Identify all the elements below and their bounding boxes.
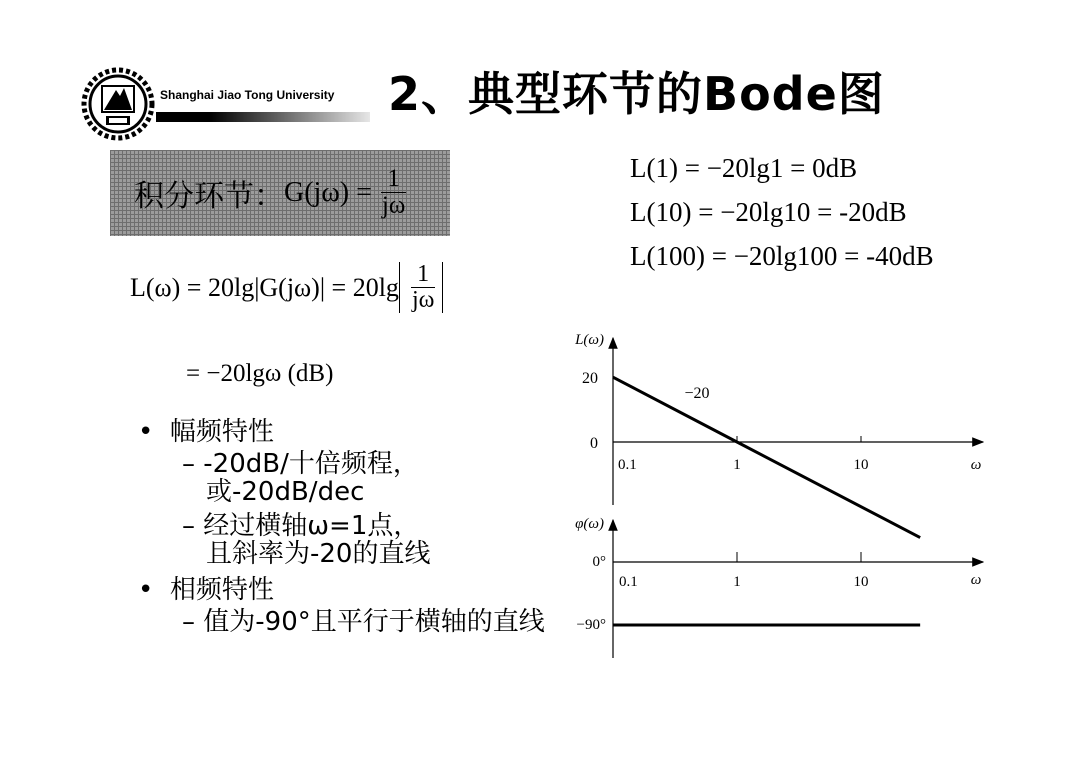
mag-series-line <box>613 377 920 537</box>
phase-x-tick-label: 1 <box>733 574 741 590</box>
formula-line2: = −20lgω (dB) <box>186 360 334 387</box>
fraction-numerator: 1 <box>381 166 406 193</box>
formula-denominator: jω <box>411 287 435 314</box>
phase-x-label: ω <box>970 572 982 588</box>
magnitude-chart <box>574 332 983 538</box>
phase-y-label: φ(ω) <box>575 516 604 532</box>
bullet-phase: • 相频特性 <box>138 575 274 605</box>
mag-slope-annotation: −20 <box>684 385 710 402</box>
bullet-phase-text: 相频特性 <box>169 575 274 605</box>
sub-bullet: – 值为-90°且平行于横轴的直线 <box>182 607 545 637</box>
transfer-function-lhs: G(jω) = <box>284 176 372 208</box>
result-l10: L(10) = −20lg10 = -20dB <box>630 197 907 227</box>
formula-numerator: 1 <box>411 262 435 288</box>
sub-bullet-cont: 或-20dB/dec <box>206 477 365 507</box>
sub-bullet: – -20dB/十倍频程， <box>182 449 419 479</box>
formula-lhs: L(ω) = 20lg|G(jω)| = 20lg <box>130 272 399 302</box>
bullet-magnitude-text: 幅频特性 <box>169 417 274 447</box>
mag-x-tick-label: 1 <box>733 457 741 473</box>
mag-x-tick-label: 0.1 <box>618 457 637 473</box>
mag-y-label: L(ω) <box>575 332 604 348</box>
mag-y-tick-label: 0 <box>590 435 598 452</box>
result-l100: L(100) = −20lg100 = -40dB <box>630 241 934 271</box>
element-label: 积分环节： <box>134 178 284 214</box>
bullet-magnitude: • 幅频特性 <box>138 417 274 447</box>
university-name: Shanghai Jiao Tong University <box>160 88 335 102</box>
sub-bullet: – 经过横轴ω=1点， <box>182 511 420 541</box>
phase-chart <box>575 516 983 658</box>
slide-title: 2、典型环节的Bode图 <box>388 67 885 121</box>
mag-y-tick-label: 20 <box>582 370 598 388</box>
result-l1: L(1) = −20lg1 = 0dB <box>630 153 858 183</box>
fraction-denominator: jω <box>381 192 406 220</box>
phase-x-tick-label: 10 <box>853 574 869 590</box>
mag-x-label: ω <box>970 457 982 473</box>
mag-x-tick-label: 10 <box>853 457 869 473</box>
phase-y-tick-label: 0° <box>592 554 606 570</box>
phase-y-tick-label: −90° <box>576 617 606 633</box>
sub-bullet-cont: 且斜率为-20的直线 <box>206 539 431 569</box>
phase-x-tick-label: 0.1 <box>619 574 638 590</box>
